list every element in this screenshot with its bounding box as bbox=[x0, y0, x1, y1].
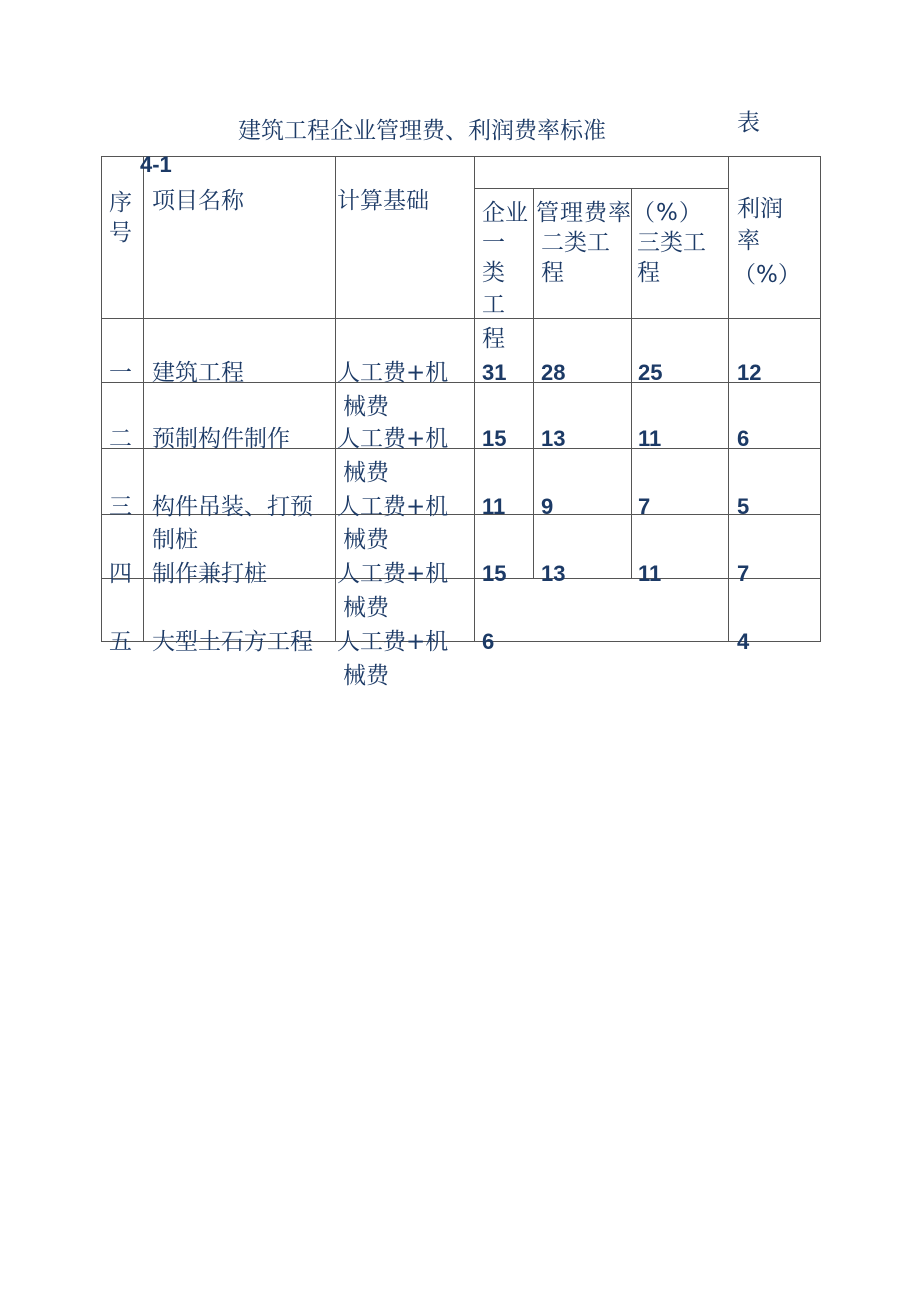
col-divider bbox=[335, 156, 336, 642]
col-divider bbox=[631, 188, 632, 578]
table-border-top bbox=[101, 156, 820, 157]
cell-seq: 五 bbox=[109, 629, 132, 655]
cell-seq: 一 bbox=[109, 360, 132, 386]
col-divider bbox=[728, 156, 729, 642]
row-divider bbox=[101, 318, 820, 319]
cell-profit: 7 bbox=[737, 561, 750, 586]
cell-profit: 6 bbox=[737, 426, 750, 451]
header-group: 企业 bbox=[482, 200, 528, 226]
header-class1: 类 bbox=[482, 260, 505, 286]
header-profit: 利润 bbox=[737, 196, 783, 222]
cell-profit: 12 bbox=[737, 360, 762, 385]
cell-class2: 9 bbox=[541, 494, 554, 519]
table-label-number: 4-1 bbox=[140, 152, 172, 177]
cell-basis: 人工费+机 bbox=[337, 426, 449, 452]
cell-basis: 械费 bbox=[343, 595, 389, 621]
cell-seq: 三 bbox=[109, 494, 132, 520]
cell-name: 构件吊装、打预 bbox=[152, 494, 313, 520]
cell-name: 建筑工程 bbox=[152, 360, 244, 386]
header-group: 管理费率（%） bbox=[536, 200, 703, 226]
table-border-left bbox=[101, 156, 102, 642]
cell-class1: 15 bbox=[482, 561, 507, 586]
cell-basis: 械费 bbox=[343, 460, 389, 486]
header-seq: 号 bbox=[109, 220, 132, 246]
cell-class3: 11 bbox=[638, 561, 662, 586]
cell-class1: 6 bbox=[482, 629, 495, 654]
header-class3: 三类工 bbox=[637, 230, 706, 256]
cell-profit: 4 bbox=[737, 629, 750, 654]
header-class3: 程 bbox=[637, 260, 660, 286]
group-header-divider bbox=[474, 188, 728, 189]
cell-class1: 11 bbox=[482, 494, 506, 519]
header-name: 项目名称 bbox=[152, 188, 244, 214]
cell-name: 制作兼打桩 bbox=[152, 561, 267, 587]
cell-class2: 13 bbox=[541, 426, 566, 451]
header-basis: 计算基础 bbox=[337, 188, 429, 214]
cell-class2: 13 bbox=[541, 561, 566, 586]
cell-class1: 31 bbox=[482, 360, 507, 385]
header-seq: 序 bbox=[109, 190, 132, 216]
cell-class3: 11 bbox=[638, 426, 662, 451]
cell-class1: 15 bbox=[482, 426, 507, 451]
col-divider bbox=[143, 156, 144, 642]
cell-seq: 四 bbox=[109, 561, 132, 587]
cell-basis: 械费 bbox=[343, 663, 389, 689]
cell-seq: 二 bbox=[109, 426, 132, 452]
cell-name: 大型土石方工程 bbox=[152, 629, 313, 655]
col-divider bbox=[474, 156, 475, 642]
cell-basis: 人工费+机 bbox=[337, 360, 449, 386]
header-class1: 一 bbox=[482, 230, 505, 256]
header-class2: 程 bbox=[541, 260, 564, 286]
cell-name: 预制构件制作 bbox=[152, 426, 290, 452]
document-title: 建筑工程企业管理费、利润费率标准 bbox=[238, 118, 606, 144]
cell-basis: 人工费+机 bbox=[337, 494, 449, 520]
cell-basis: 人工费+机 bbox=[337, 561, 449, 587]
cell-profit: 5 bbox=[737, 494, 750, 519]
table-border-right bbox=[820, 156, 821, 642]
header-profit: （%） bbox=[733, 262, 801, 288]
cell-class2: 28 bbox=[541, 360, 566, 385]
header-class2: 二类工 bbox=[541, 230, 610, 256]
table-label-prefix: 表 bbox=[737, 110, 760, 136]
header-class1: 程 bbox=[482, 326, 505, 352]
header-class1: 工 bbox=[482, 292, 505, 318]
cell-class3: 25 bbox=[638, 360, 663, 385]
cell-basis: 械费 bbox=[343, 394, 389, 420]
col-divider bbox=[533, 188, 534, 578]
header-profit: 率 bbox=[737, 228, 760, 254]
cell-basis: 人工费+机 bbox=[337, 629, 449, 655]
cell-class3: 7 bbox=[638, 494, 651, 519]
cell-basis: 械费 bbox=[343, 527, 389, 553]
cell-name: 制桩 bbox=[152, 527, 198, 553]
